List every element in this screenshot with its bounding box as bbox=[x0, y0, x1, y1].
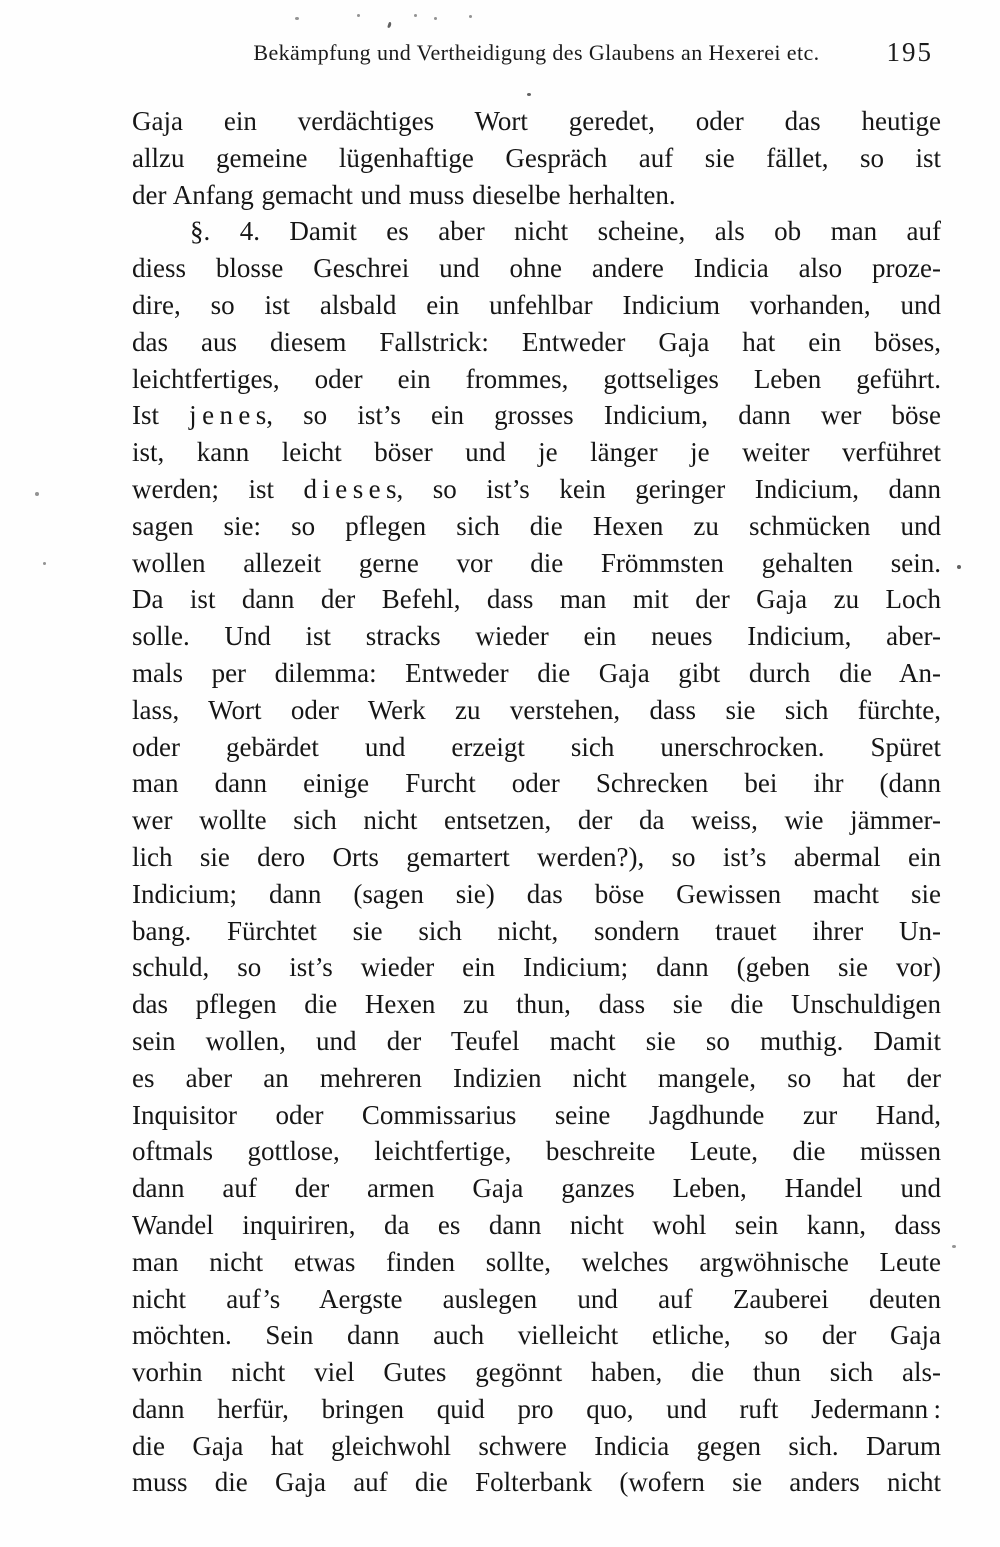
running-header bbox=[132, 37, 941, 70]
text-line: man nicht etwas finden sollte, welches argwöhnische Leute bbox=[132, 1246, 941, 1277]
page-number: 195 bbox=[886, 37, 933, 67]
text-line: Da ist dann der Befehl, dass man mit der Gaja zu Loch bbox=[132, 584, 941, 615]
text-line: vorhin nicht viel Gutes gegönnt haben, die thun sich als- bbox=[132, 1357, 941, 1388]
text-line: bang. Fürchtet sie sich nicht, sondern trauet ihrer Un- bbox=[132, 915, 941, 946]
text-line: dann auf der armen Gaja ganzes Leben, Handel und bbox=[132, 1173, 941, 1204]
text-line: dann herfür, bringen quid pro quo, und ruft Jedermann : bbox=[132, 1393, 941, 1424]
text-line: mals per dilemma: Entweder die Gaja gibt durch die An- bbox=[132, 657, 941, 688]
scan-speckle bbox=[35, 492, 39, 496]
text-line: muss die Gaja auf die Folterbank (wofern sie anders nicht bbox=[132, 1467, 941, 1498]
scan-speckle bbox=[527, 93, 531, 96]
text-line: es aber an mehreren Indizien nicht mangele, so hat der bbox=[132, 1062, 941, 1093]
text-line: Gaja ein verdächtiges Wort geredet, oder das heutige bbox=[132, 106, 941, 136]
text-line: leichtfertiges, oder ein frommes, gottseliges Leben geführt. bbox=[132, 363, 941, 394]
page-body bbox=[132, 103, 941, 1501]
text-line: solle. Und ist stracks wieder ein neues Indicium, aber- bbox=[132, 621, 941, 652]
text-line: möchten. Sein dann auch vielleicht etliche, so der Gaja bbox=[132, 1320, 941, 1351]
text-line: lich sie dero Orts gemartert werden?), so ist’s abermal ein bbox=[132, 841, 941, 872]
text-line: dire, so ist alsbald ein unfehlbar Indicium vorhanden, und bbox=[132, 289, 941, 320]
text-line: Indicium; dann (sagen sie) das böse Gewissen macht sie bbox=[132, 878, 941, 909]
text-line: oder gebärdet und erzeigt sich unerschrocken. Spüret bbox=[132, 731, 941, 762]
text-line: wer wollte sich nicht entsetzen, der da weiss, wie jämmer- bbox=[132, 805, 941, 836]
text-line: allzu gemeine lügenhaftige Gespräch auf sie fället, so ist bbox=[132, 142, 941, 173]
text-line: oftmals gottlose, leichtfertige, beschreite Leute, die müssen bbox=[132, 1136, 941, 1167]
text-line: §. 4. Damit es aber nicht scheine, als ob man auf bbox=[190, 216, 941, 247]
text-line: das aus diesem Fallstrick: Entweder Gaja hat ein böses, bbox=[132, 326, 941, 357]
text-line: das pflegen die Hexen zu thun, dass sie die Unschuldigen bbox=[132, 989, 941, 1020]
text-line: Ist j e n e s, so ist’s ein grosses Indicium, dann wer böse bbox=[132, 400, 941, 431]
text-line: ist, kann leicht böser und je länger je weiter verführet bbox=[132, 437, 941, 468]
text-line: sein wollen, und der Teufel macht sie so muthig. Damit bbox=[132, 1025, 941, 1056]
scan-speckle bbox=[387, 22, 392, 29]
scan-speckle bbox=[295, 17, 299, 20]
text-line: schuld, so ist’s wieder ein Indicium; dann (geben sie vor) bbox=[132, 952, 941, 983]
text-line: nicht auf’s Aergste auslegen und auf Zauberei deuten bbox=[132, 1283, 941, 1314]
scan-speckle bbox=[414, 14, 417, 17]
scan-speckle bbox=[357, 14, 360, 17]
scan-speckle bbox=[952, 1245, 956, 1248]
scan-speckle bbox=[469, 15, 472, 18]
scan-speckle bbox=[43, 562, 46, 565]
scan-speckle bbox=[434, 17, 437, 20]
text-line: diess blosse Geschrei und ohne andere Indicia also proze- bbox=[132, 253, 941, 284]
running-header-title: Bekämpfung und Vertheidigung des Glaubens an Hexerei etc. bbox=[253, 40, 820, 65]
text-line: Wandel inquiriren, da es dann nicht wohl sein kann, dass bbox=[132, 1209, 941, 1240]
text-line: der Anfang gemacht und muss dieselbe herhalten. bbox=[132, 179, 676, 210]
text-line: wollen allezeit gerne vor die Frömmsten gehalten sein. bbox=[132, 547, 941, 578]
scan-speckle bbox=[957, 565, 961, 569]
text-line: man dann einige Furcht oder Schrecken bei ihr (dann bbox=[132, 768, 941, 799]
text-line: Inquisitor oder Commissarius seine Jagdhunde zur Hand, bbox=[132, 1099, 941, 1130]
text-line: werden; ist d i e s e s, so ist’s kein geringer Indicium, dann bbox=[132, 473, 941, 504]
text-line: lass, Wort oder Werk zu verstehen, dass sie sich fürchte, bbox=[132, 694, 941, 725]
text-line: die Gaja hat gleichwohl schwere Indicia gegen sich. Darum bbox=[132, 1430, 941, 1461]
text-line: sagen sie: so pflegen sich die Hexen zu schmücken und bbox=[132, 510, 941, 541]
